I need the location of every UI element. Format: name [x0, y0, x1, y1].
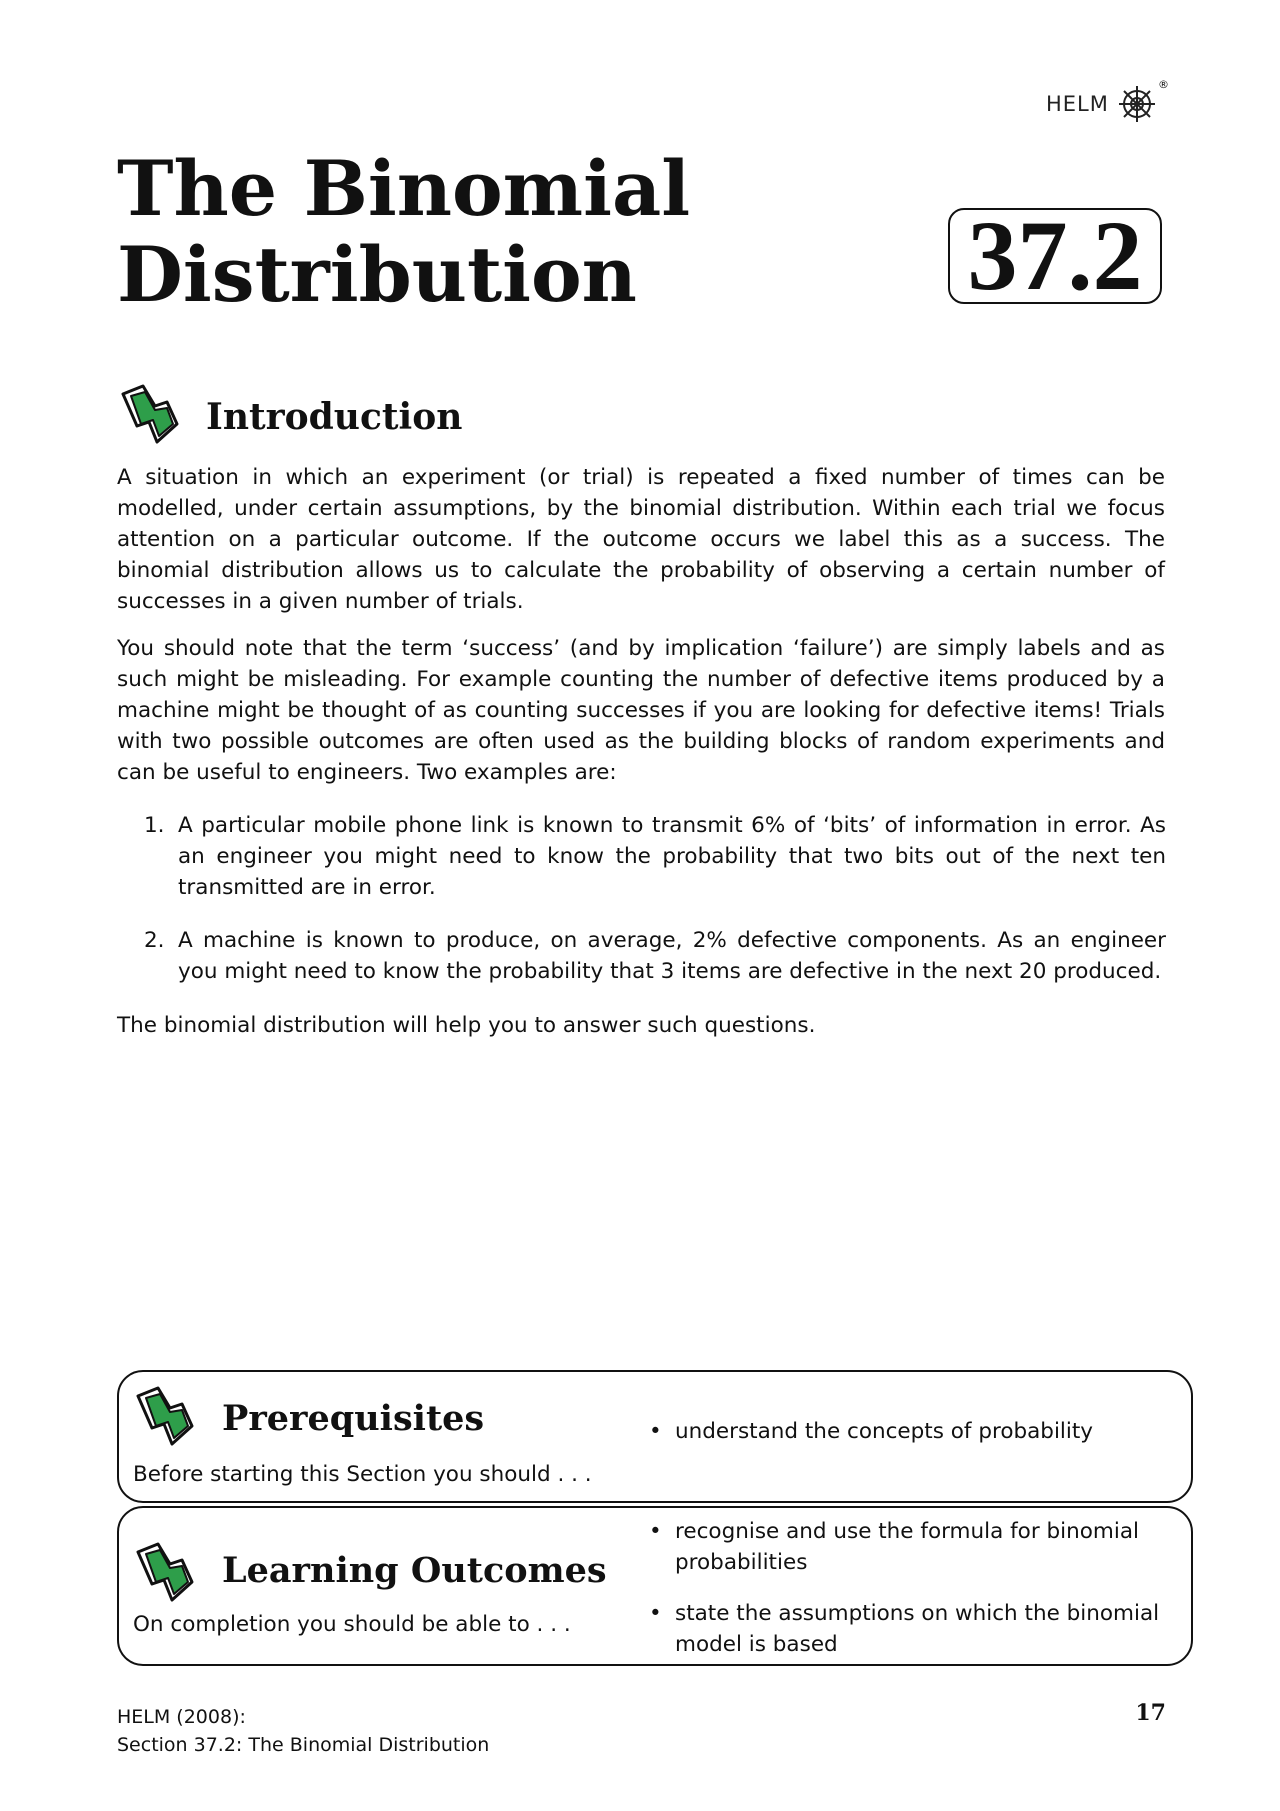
bullet-item: • state the assumptions on which the binomial model is based: [649, 1598, 1169, 1660]
prerequisites-box: [117, 1370, 1193, 1503]
prerequisites-subtitle: Before starting this Section you should . . .: [133, 1462, 592, 1487]
page-title: [117, 146, 817, 318]
footer-line-2: Section 37.2: The Binomial Distribution: [117, 1734, 490, 1756]
list-number: 2.: [144, 928, 165, 953]
title-line-1: The Binomial: [117, 144, 691, 233]
intro-paragraph-1: A situation in which an experiment (or trial) is repeated a fixed number of times can be modelled, under certain assumptions, by the binomial distribution. Within each trial we focus attention on a particular outcome. If the outcome occurs we label this as a success. The binomial distribution allows us to calculate the probability of observing a certain number of successes in a given number of trials.: [117, 465, 1165, 614]
list-item-text: A particular mobile phone link is known to transmit 6% of ‘bits’ of information in error. As an engineer you might need to know the probability that two bits out of the next ten transmitted are in error.: [178, 813, 1166, 900]
learning-outcomes-subtitle: On completion you should be able to . . .: [133, 1612, 571, 1637]
footer-citation: [117, 1703, 489, 1759]
intro-closing: The binomial distribution will help you to answer such questions.: [117, 1013, 816, 1038]
bullet-item: • recognise and use the formula for binomial probabilities: [649, 1516, 1169, 1578]
footer-line-1: HELM (2008):: [117, 1706, 246, 1728]
learning-outcomes-list: [649, 1516, 1169, 1680]
bullet-item: • understand the concepts of probability: [649, 1416, 1169, 1447]
learning-outcomes-title: Learning Outcomes: [222, 1550, 607, 1591]
registered-mark: ®: [1158, 78, 1169, 91]
helm-logo: [1046, 78, 1169, 120]
list-number: 1.: [144, 813, 165, 838]
ship-wheel-icon: [1114, 80, 1164, 126]
prerequisites-list: [649, 1416, 1169, 1467]
page-number: 17: [1135, 1700, 1166, 1726]
learning-outcomes-box: [117, 1506, 1193, 1666]
list-item-text: A machine is known to produce, on average, 2% defective components. As an engineer you might need to know the probability that 3 items are defective in the next 20 produced.: [178, 928, 1166, 984]
arrow-icon: [117, 384, 183, 446]
list-item: [144, 810, 1166, 903]
arrow-icon: [132, 1386, 198, 1448]
title-line-2: Distribution: [117, 230, 637, 319]
section-number-badge: 37.2: [948, 208, 1162, 304]
list-item: [144, 925, 1166, 987]
intro-paragraph-2: You should note that the term ‘success’ (and by implication ‘failure’) are simply labels and as such might be misleading. For example counting the number of defective items produced by a machine might be thought of as counting successes if you are looking for defective items! Trials with two possible outcomes are often used as the building blocks of random experiments and can be useful to engineers. Two examples are:: [117, 636, 1165, 785]
introduction-heading: Introduction: [206, 396, 463, 438]
arrow-icon: [132, 1542, 198, 1604]
logo-text: HELM: [1046, 92, 1109, 116]
prerequisites-title: Prerequisites: [222, 1398, 485, 1439]
